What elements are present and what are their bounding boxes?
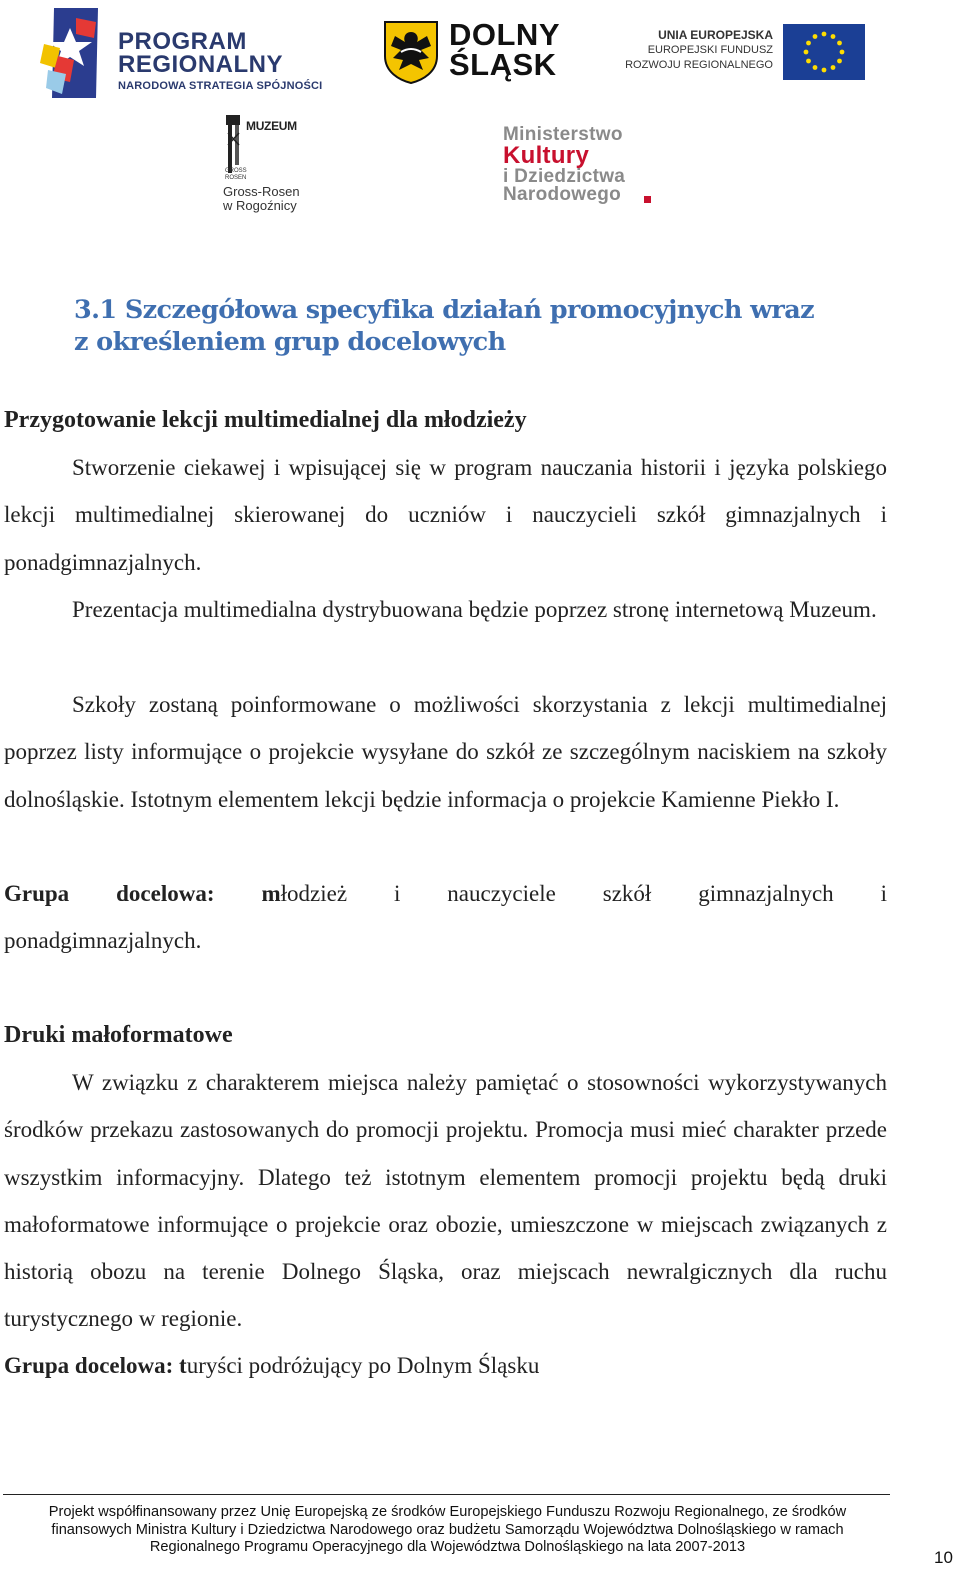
muzeum-name-line-2: w Rogoźnicy [223, 198, 297, 213]
european-union-logo [625, 24, 870, 84]
footer-line-1: Projekt współfinansowany przez Unię Europejską ze środków Europejskiego Funduszu Rozwoju Regionalnego, ze środków [48, 1504, 847, 1520]
lesson-target-label: Grupa docelowa: [4, 881, 215, 906]
footer-divider [3, 1494, 890, 1495]
lesson-target-bold-letter: m [261, 881, 281, 906]
ministerstwo-kultury-logo [503, 124, 663, 209]
muzeum-gross-rosen-logo [218, 113, 308, 218]
program-regionalny-title-2: REGIONALNY [118, 51, 284, 78]
program-regionalny-title-1: PROGRAM [118, 28, 247, 55]
page-number: 10 [934, 1548, 953, 1567]
prints-paragraph-1: W związku z charakterem miejsca należy pamiętać o stosowności wykorzystywanych środków przekazu zastosowanych do promocji projektu. Promocja musi mieć charakter przede wszystkim informacyjny. Dlatego też istotnym elementem promocji projektu będą druki małoformatowe informujące o projekcie oraz obozie, umieszczone w miejscach związanych z historią obozu na terenie Dolnego Śląska, oraz miejscach newralgicznych dla ruchu turystycznego w regionie. [4, 1070, 887, 1332]
prints-target-label: Grupa docelowa: t [4, 1353, 187, 1378]
lesson-heading: Przygotowanie lekcji multimedialnej dla młodzieży [4, 407, 527, 433]
dolny-slask-title-2: ŚLĄSK [449, 47, 557, 82]
mkidn-line-3: i Dziedzictwa [503, 166, 626, 187]
muzeum-word: MUZEUM [246, 119, 297, 133]
lesson-paragraph-2: Prezentacja multimedialna dystrybuowana będzie poprzez stronę internetową Muzeum. [72, 597, 877, 622]
eu-logo-line-2: EUROPEJSKI FUNDUSZ [647, 44, 773, 56]
eu-logo-line-1: UNIA EUROPEJSKA [658, 28, 773, 42]
muzeum-name [223, 185, 300, 213]
eu-logo-text [625, 28, 773, 73]
prints-target-group [4, 1342, 887, 1389]
footer-line-3: Regionalnego Programu Operacyjnego dla Województwa Dolnośląskiego na lata 2007-2013 [149, 1539, 746, 1556]
muzeum-small-text: GROSS ROSEN [225, 168, 247, 181]
eagle-coat-of-arms-icon [383, 20, 439, 84]
mkidn-line-4: Narodowego [503, 184, 622, 205]
mkidn-line-1: Ministerstwo [503, 124, 623, 145]
prints-heading: Druki małoformatowe [4, 1022, 233, 1048]
program-regionalny-subtitle: NARODOWA STRATEGIA SPÓJNOŚCI [118, 80, 323, 92]
section-heading: 3.1 Szczegółowa specyfika działań promocyjnych wraz z określeniem grup docelowych [74, 295, 815, 357]
lesson-target-text: łodzież i nauczyciele szkół gimnazjalnych i [280, 881, 887, 906]
mkidn-red-dot [644, 196, 651, 203]
lesson-target-group-line-2: ponadgimnazjalnych. [4, 928, 202, 953]
prints-target-text: uryści podróżujący po Dolnym Śląsku [186, 1353, 540, 1378]
footer-line-2: finansowych Ministra Kultury i Dziedzictwa Narodowego oraz budżetu Samorządu Województwa Dolnośląskiego w ramach [51, 1521, 844, 1538]
program-regionalny-logo [40, 8, 330, 103]
lesson-target-group-line-1 [4, 870, 887, 917]
eu-logo-line-3: ROZWOJU REGIONALNEGO [625, 59, 773, 71]
footer-text [0, 1504, 895, 1557]
lesson-paragraph-3: Szkoły zostaną poinformowane o możliwości skorzystania z lekcji multimedialnej poprzez listy informujące o projekcie wysyłane do szkół ze szczególnym naciskiem na szkoły dolnośląskie. Istotnym elementem lekcji będzie informacja o projekcie Kamienne Piekło I. [4, 692, 887, 812]
dolny-slask-logo [383, 17, 573, 88]
muzeum-name-line-1: Gross-Rosen [223, 184, 300, 199]
dolny-slask-title-1: DOLNY [449, 17, 560, 52]
mkidn-line-2: Kultury [503, 142, 590, 169]
lesson-paragraph-1: Stworzenie ciekawej i wpisującej się w program nauczania historii i języka polskiego lekcji multimedialnej skierowanej do uczniów i nauczycieli szkół gimnazjalnych i ponadgimnazjalnych. [4, 455, 887, 575]
program-regionalny-star-icon [40, 8, 112, 100]
eu-flag-icon [783, 24, 865, 80]
